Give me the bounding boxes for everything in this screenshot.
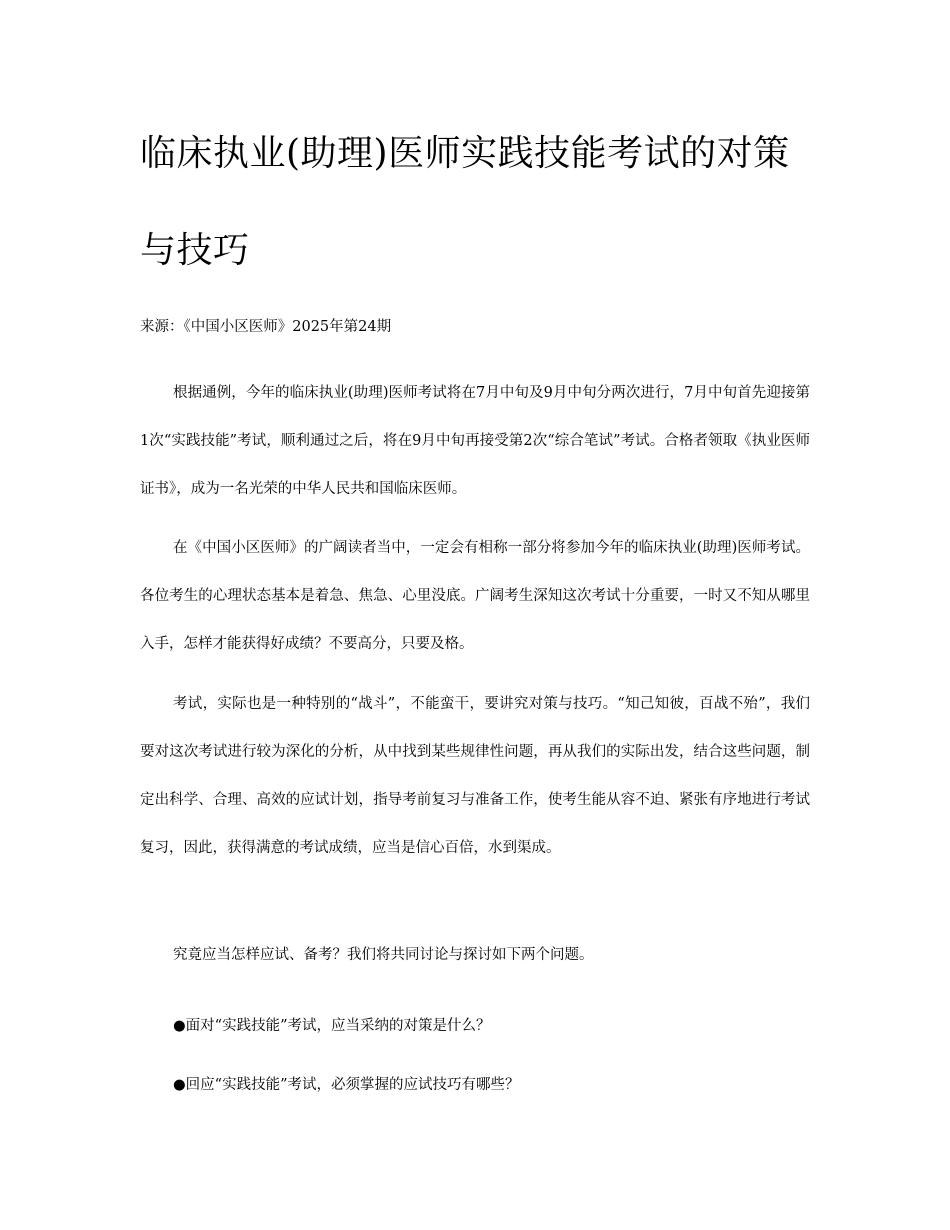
body-paragraph: 究竟应当怎样应试、备考？我们将共同讨论与探讨如下两个问题。 — [173, 947, 594, 963]
source-line: 来源：《中国小区医师》2025年第24期 — [140, 319, 392, 335]
body-paragraph: 在《中国小区医师》的广阔读者当中，一定会有相称一部分将参加今年的临床执业(助理)医师考试。各位考生的心理状态基本是着急、焦急、心里没底。广阔考生深知这次考试十分重要，一时又不知从哪里入手，怎样才能获得好成绩？不要高分，只要及格。 — [140, 540, 810, 652]
question-list-item: ●回应“实践技能”考试，必须掌握的应试技巧有哪些？ — [173, 1077, 520, 1093]
question-list-item: ●面对“实践技能”考试，应当采纳的对策是什么？ — [173, 1018, 491, 1034]
body-paragraph: 根据通例，今年的临床执业(助理)医师考试将在7月中旬及9月中旬分两次进行，7月中旬首先迎接第1次“实践技能”考试，顺利通过之后，将在9月中旬再接受第2次“综合笔试”考试。合格者领取《执业医师证书》，成为一名光荣的中华人民共和国临床医师。 — [140, 385, 810, 497]
body-paragraph: 考试，实际也是一种特别的“战斗”，不能蛮干，要讲究对策与技巧。“知己知彼，百战不殆”，我们要对这次考试进行较为深化的分析，从中找到某些规律性问题，再从我们的实际出发，结合这些问题，制定出科学、合理、高效的应试计划，指导考前复习与准备工作，使考生能从容不迫、紧张有序地进行考试复习，因此，获得满意的考试成绩，应当是信心百倍，水到渠成。 — [140, 696, 810, 856]
document-title: 临床执业(助理)医师实践技能考试的对策与技巧 — [140, 133, 790, 271]
